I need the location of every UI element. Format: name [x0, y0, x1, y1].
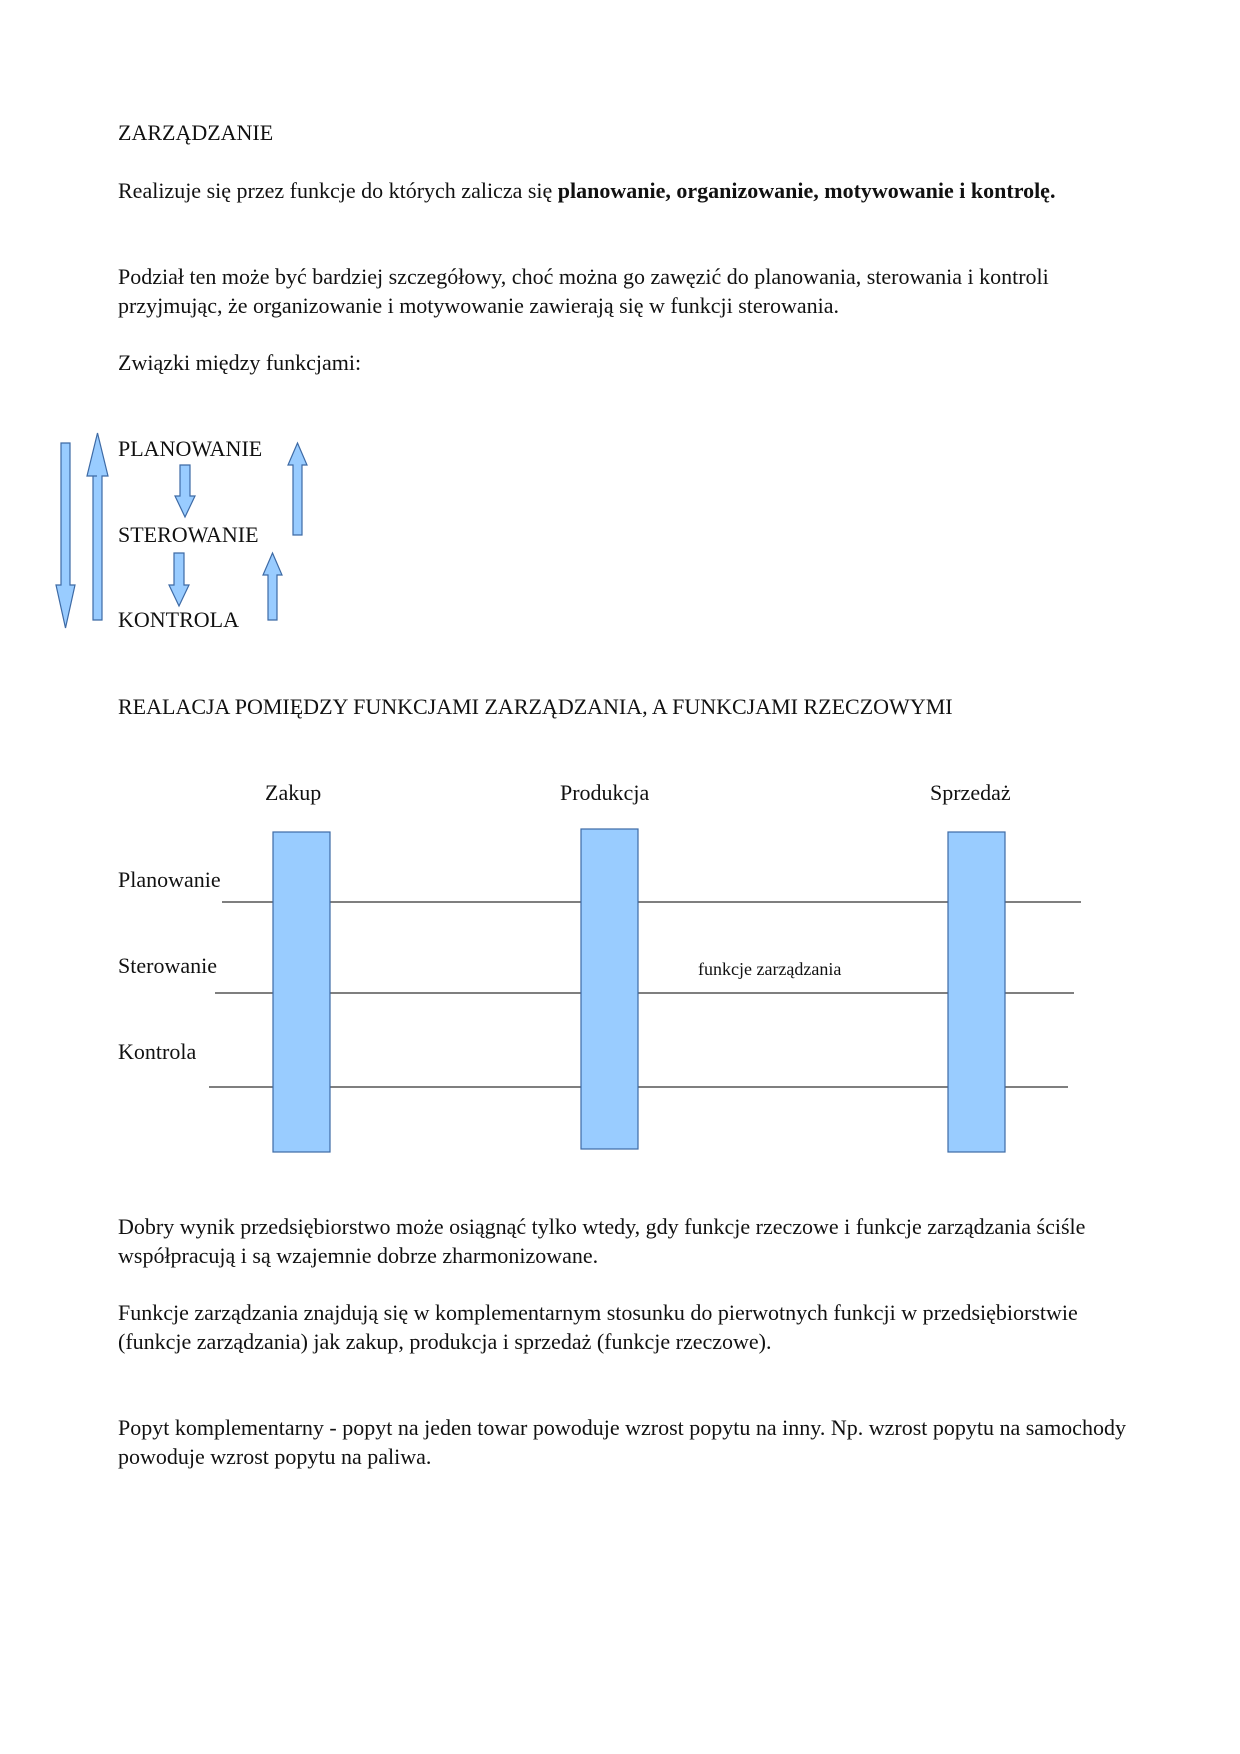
flow-label-kontrola: KONTROLA	[118, 607, 239, 632]
column-bar-sprzedaz	[948, 832, 1005, 1152]
row-label-kontrola: Kontrola	[118, 1039, 197, 1064]
page-title: ZARZĄDZANIE	[118, 120, 274, 145]
result-paragraph: Dobry wynik przedsiębiorstwo może osiągnąć tylko wtedy, gdy funkcje rzeczowe i funkcje zarządzania ściśle współpracują i są wzajemnie dobrze zharmonizowane.	[118, 1214, 1086, 1268]
complementary-paragraph: Funkcje zarządzania znajdują się w komplementarnym stosunku do pierwotnych funkcji w przedsiębiorstwie (funkcje zarządzania) jak zakup, produkcja i sprzedaż (funkcje rzeczowe).	[118, 1300, 1078, 1354]
row-label-planowanie: Planowanie	[118, 867, 221, 892]
column-header-produkcja: Produkcja	[560, 780, 650, 805]
demand-paragraph: Popyt komplementarny - popyt na jeden towar powoduje wzrost popytu na inny. Np. wzrost popytu na samochody powoduje wzrost popytu na paliwa.	[118, 1415, 1126, 1469]
division-paragraph: Podział ten może być bardziej szczegółowy, choć można go zawęzić do planowania, sterowania i kontroli przyjmując, że organizowanie i motywowanie zawierają się w funkcji sterowania.	[118, 264, 1049, 318]
relations-label: Związki między funkcjami:	[118, 350, 362, 375]
column-bar-produkcja	[581, 829, 638, 1149]
intro-bold-text: planowanie, organizowanie, motywowanie i kontrolę.	[557, 178, 1056, 203]
column-header-zakup: Zakup	[265, 780, 322, 805]
section-title: REALACJA POMIĘDZY FUNKCJAMI ZARZĄDZANIA, A FUNKCJAMI RZECZOWYMI	[118, 694, 953, 719]
column-bar-zakup	[273, 832, 330, 1152]
flow-label-sterowanie: STEROWANIE	[118, 522, 259, 547]
intro-text: Realizuje się przez funkcje do których zalicza się	[118, 178, 558, 203]
row-label-sterowanie: Sterowanie	[118, 953, 217, 978]
center-label: funkcje zarządzania	[698, 959, 842, 979]
flow-label-planowanie: PLANOWANIE	[118, 436, 263, 461]
column-header-sprzedaz: Sprzedaż	[930, 780, 1011, 805]
